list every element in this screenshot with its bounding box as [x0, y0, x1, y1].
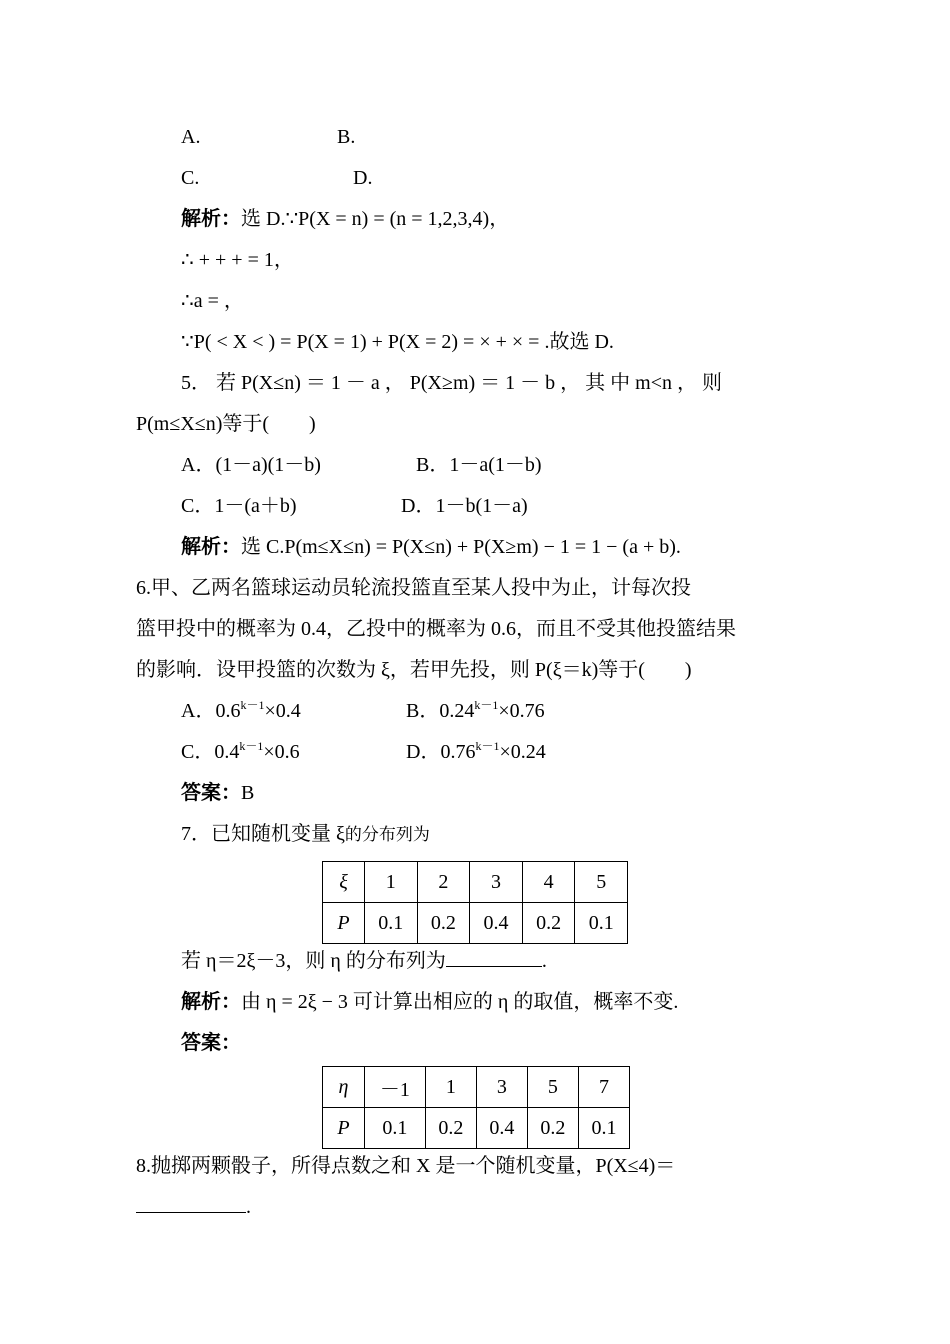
q7-answer-blank — [446, 948, 542, 967]
q7-answer-label: 答案： — [181, 1032, 241, 1054]
table-row — [323, 862, 628, 903]
q6-option-d-base: D．0.76 — [406, 741, 476, 763]
q6-option-a-base: A．0.6 — [181, 700, 241, 722]
q7-stem-main: 7．已知随机变量 ξ — [181, 823, 345, 845]
q4-option-a: A. — [181, 126, 201, 148]
q7-answer-table — [322, 1066, 630, 1149]
table-cell: 0.1 — [578, 1108, 629, 1149]
q7-distribution-table — [322, 861, 628, 944]
q6-option-b-base: B．0.24 — [406, 700, 475, 722]
q6-option-b-tail: ×0.76 — [498, 700, 545, 722]
q4-solution-line2: ∴ + + + = 1， — [181, 249, 294, 271]
table-cell: 0.2 — [527, 1108, 578, 1149]
table-cell: 0.1 — [365, 903, 418, 944]
q7-question-end: . — [541, 950, 547, 972]
table-cell: 3 — [476, 1067, 527, 1108]
table-cell: 7 — [578, 1067, 629, 1108]
table-cell: 0.4 — [476, 1108, 527, 1149]
q5-option-b: B．1－a(1－b) — [416, 454, 542, 476]
q6-option-a-exponent: k－1 — [240, 698, 265, 712]
table-cell: 0.4 — [470, 903, 523, 944]
q5-option-d: D．1－b(1－a) — [401, 495, 528, 517]
q8-stem-line1: 8.抛掷两颗骰子，所得点数之和 X 是一个随机变量，P(X≤4)＝ — [136, 1155, 676, 1177]
q7-question — [181, 947, 547, 975]
q6-option-d-tail: ×0.24 — [499, 741, 546, 763]
q7-question-text: 若 η＝2ξ－3，则 η 的分布列为 — [181, 950, 446, 972]
table-cell: ξ — [323, 862, 365, 903]
table-cell: 0.1 — [575, 903, 628, 944]
table-cell: 0.2 — [425, 1108, 476, 1149]
q7-stem — [181, 820, 430, 849]
q6-option-c-exponent: k－1 — [239, 739, 264, 753]
q6-option-c-tail: ×0.6 — [263, 741, 300, 763]
q6-answer-label: 答案： — [181, 782, 241, 804]
q4-solution-label: 解析： — [181, 208, 241, 230]
q6-answer — [181, 779, 254, 807]
q6-answer-value: B — [241, 782, 255, 804]
q6-stem-line2: 篮甲投中的概率为 0.4，乙投中的概率为 0.6，而且不受其他投篮结果 — [136, 618, 736, 640]
table-cell: P — [323, 1108, 365, 1149]
q7-solution-text: 由 η = 2ξ − 3 可计算出相应的 η 的取值，概率不变. — [241, 991, 679, 1013]
q5-solution — [181, 533, 681, 561]
q4-option-d: D. — [353, 167, 373, 189]
table-row — [323, 1108, 630, 1149]
q4-solution-line1 — [181, 205, 509, 233]
q7-solution-label: 解析： — [181, 991, 241, 1013]
q8-answer-blank — [136, 1194, 246, 1213]
q6-stem-line1: 6.甲、乙两名篮球运动员轮流投篮直至某人投中为止，计每次投 — [136, 577, 691, 599]
q6-option-a — [181, 697, 301, 725]
table-cell: η — [323, 1067, 365, 1108]
q8-stem-line2 — [136, 1193, 251, 1221]
q7-stem-small: 的分布列为 — [344, 825, 430, 844]
q4-solution-line3: ∴a = ， — [181, 290, 244, 312]
q5-solution-label: 解析： — [181, 536, 241, 558]
q6-option-d — [406, 738, 546, 766]
q5-stem-line2: P(m≤X≤n)等于( ) — [136, 413, 316, 435]
table-cell: 0.1 — [365, 1108, 426, 1149]
q6-option-a-tail: ×0.4 — [264, 700, 301, 722]
q8-stem-end: . — [246, 1196, 251, 1218]
q4-option-c: C. — [181, 167, 200, 189]
q6-option-c-base: C．0.4 — [181, 741, 240, 763]
table-cell: 1 — [425, 1067, 476, 1108]
q5-solution-text: 选 C.P(m≤X≤n) = P(X≤n) + P(X≥m) − 1 = 1 − (a + b). — [241, 536, 681, 558]
q5-stem-line1: 5． 若 P(X≤n) ＝ 1 － a ， P(X≥m) ＝ 1 － b ， 其 中 m<n ， 则 — [181, 372, 722, 394]
q4-solution-line4: ∵P( < X < ) = P(X = 1) + P(X = 2) = × + × = .故选 D. — [181, 331, 614, 353]
table-cell: 5 — [575, 862, 628, 903]
table-cell: P — [323, 903, 365, 944]
table-cell: 1 — [365, 862, 418, 903]
q6-option-d-exponent: k－1 — [475, 739, 500, 753]
q4-solution-text1: 选 D.∵P(X = n) = (n = 1,2,3,4)， — [241, 208, 510, 230]
table-cell: －1 — [365, 1067, 426, 1108]
table-row — [323, 1067, 630, 1108]
q7-solution — [181, 988, 678, 1016]
q6-option-c — [181, 738, 300, 766]
table-cell: 5 — [527, 1067, 578, 1108]
q5-option-c: C．1－(a＋b) — [181, 495, 297, 517]
table-row — [323, 903, 628, 944]
q4-option-b: B. — [337, 126, 356, 148]
table-cell: 2 — [417, 862, 470, 903]
q6-stem-line3: 的影响．设甲投篮的次数为 ξ，若甲先投，则 P(ξ＝k)等于( ) — [136, 659, 692, 681]
table-cell: 0.2 — [522, 903, 575, 944]
q6-option-b-exponent: k－1 — [474, 698, 499, 712]
table-cell: 3 — [470, 862, 523, 903]
q5-option-a: A．(1－a)(1－b) — [181, 454, 321, 476]
q6-option-b — [406, 697, 545, 725]
table-cell: 0.2 — [417, 903, 470, 944]
table-cell: 4 — [522, 862, 575, 903]
